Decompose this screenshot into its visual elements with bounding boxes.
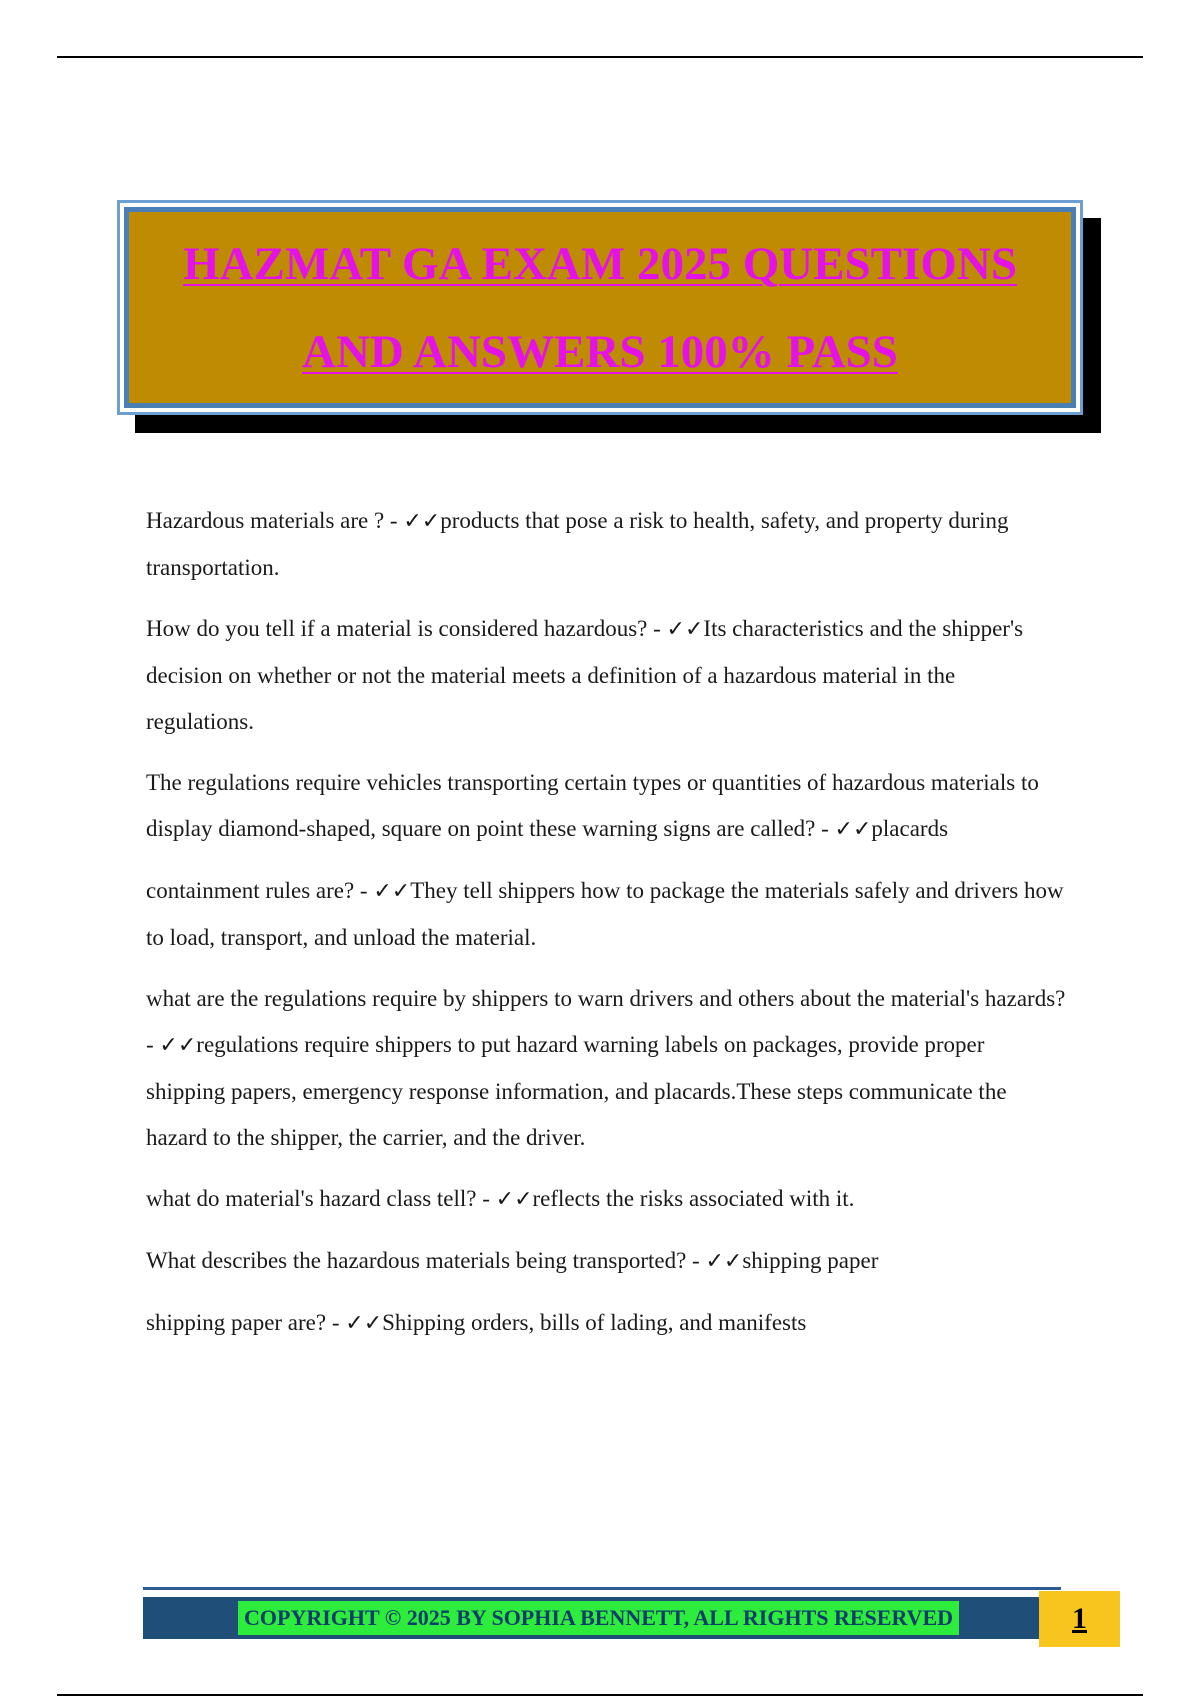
qa-item (146, 760, 1066, 853)
footer-rule (143, 1587, 1061, 1590)
double-check-icon: ✓✓ (705, 1249, 743, 1274)
header-rule (57, 56, 1143, 58)
qa-item (146, 1238, 1066, 1285)
answer-text: They tell shippers how to package the materials safely and drivers how to load, transport, and unload the material. (146, 878, 1064, 950)
question-text: what do material's hazard class tell? - (146, 1186, 496, 1211)
qa-item (146, 1300, 1066, 1347)
question-text: containment rules are? - (146, 878, 374, 903)
answer-text: products that pose a risk to health, safety, and property during transportation. (146, 508, 1009, 580)
page-footer (143, 1587, 1120, 1647)
bottom-rule (57, 1694, 1143, 1696)
document-title-line-2: AND ANSWERS 100% PASS (302, 325, 898, 378)
double-check-icon: ✓✓ (834, 817, 872, 842)
double-check-icon: ✓✓ (159, 1033, 197, 1058)
qa-item (146, 976, 1066, 1161)
answer-text: Shipping orders, bills of lading, and manifests (382, 1310, 807, 1335)
answer-text: reflects the risks associated with it. (532, 1186, 855, 1211)
double-check-icon: ✓✓ (345, 1311, 383, 1336)
double-check-icon: ✓✓ (666, 617, 704, 642)
question-text: What describes the hazardous materials being transported? - (146, 1248, 706, 1273)
document-title-line-1: HAZMAT GA EXAM 2025 QUESTIONS (183, 237, 1017, 290)
qa-item (146, 606, 1066, 745)
question-text: How do you tell if a material is considered hazardous? - (146, 616, 667, 641)
question-text: The regulations require vehicles transporting certain types or quantities of hazardous materials to display diamond-shaped, square on point these warning signs are called? - (146, 770, 1039, 841)
double-check-icon: ✓✓ (403, 509, 441, 534)
copyright-notice: COPYRIGHT © 2025 BY SOPHIA BENNETT, ALL RIGHTS RESERVED (238, 1601, 959, 1635)
qa-list (146, 498, 1066, 1362)
qa-item (146, 498, 1066, 591)
double-check-icon: ✓✓ (373, 879, 411, 904)
answer-text: shipping paper (742, 1248, 879, 1273)
qa-item (146, 868, 1066, 961)
answer-text: Its characteristics and the shipper's decision on whether or not the material meets a definition of a hazardous material in the regulations. (146, 616, 1024, 734)
double-check-icon: ✓✓ (495, 1187, 533, 1212)
answer-text: regulations require shippers to put hazard warning labels on packages, provide proper shipping papers, emergency response information, and placards.These steps communicate the hazard to the shipper, the carrier, and the driver. (146, 1032, 1007, 1150)
qa-item (146, 1176, 1066, 1223)
question-text: what are the regulations require by shippers to warn drivers and others about the material's hazards? - (146, 986, 1066, 1057)
title-box-inner (124, 207, 1076, 408)
question-text: Hazardous materials are ? - (146, 508, 404, 533)
answer-text: placards (871, 816, 949, 841)
page-number: 1 (1039, 1591, 1120, 1647)
title-box (117, 200, 1083, 415)
question-text: shipping paper are? - (146, 1310, 346, 1335)
